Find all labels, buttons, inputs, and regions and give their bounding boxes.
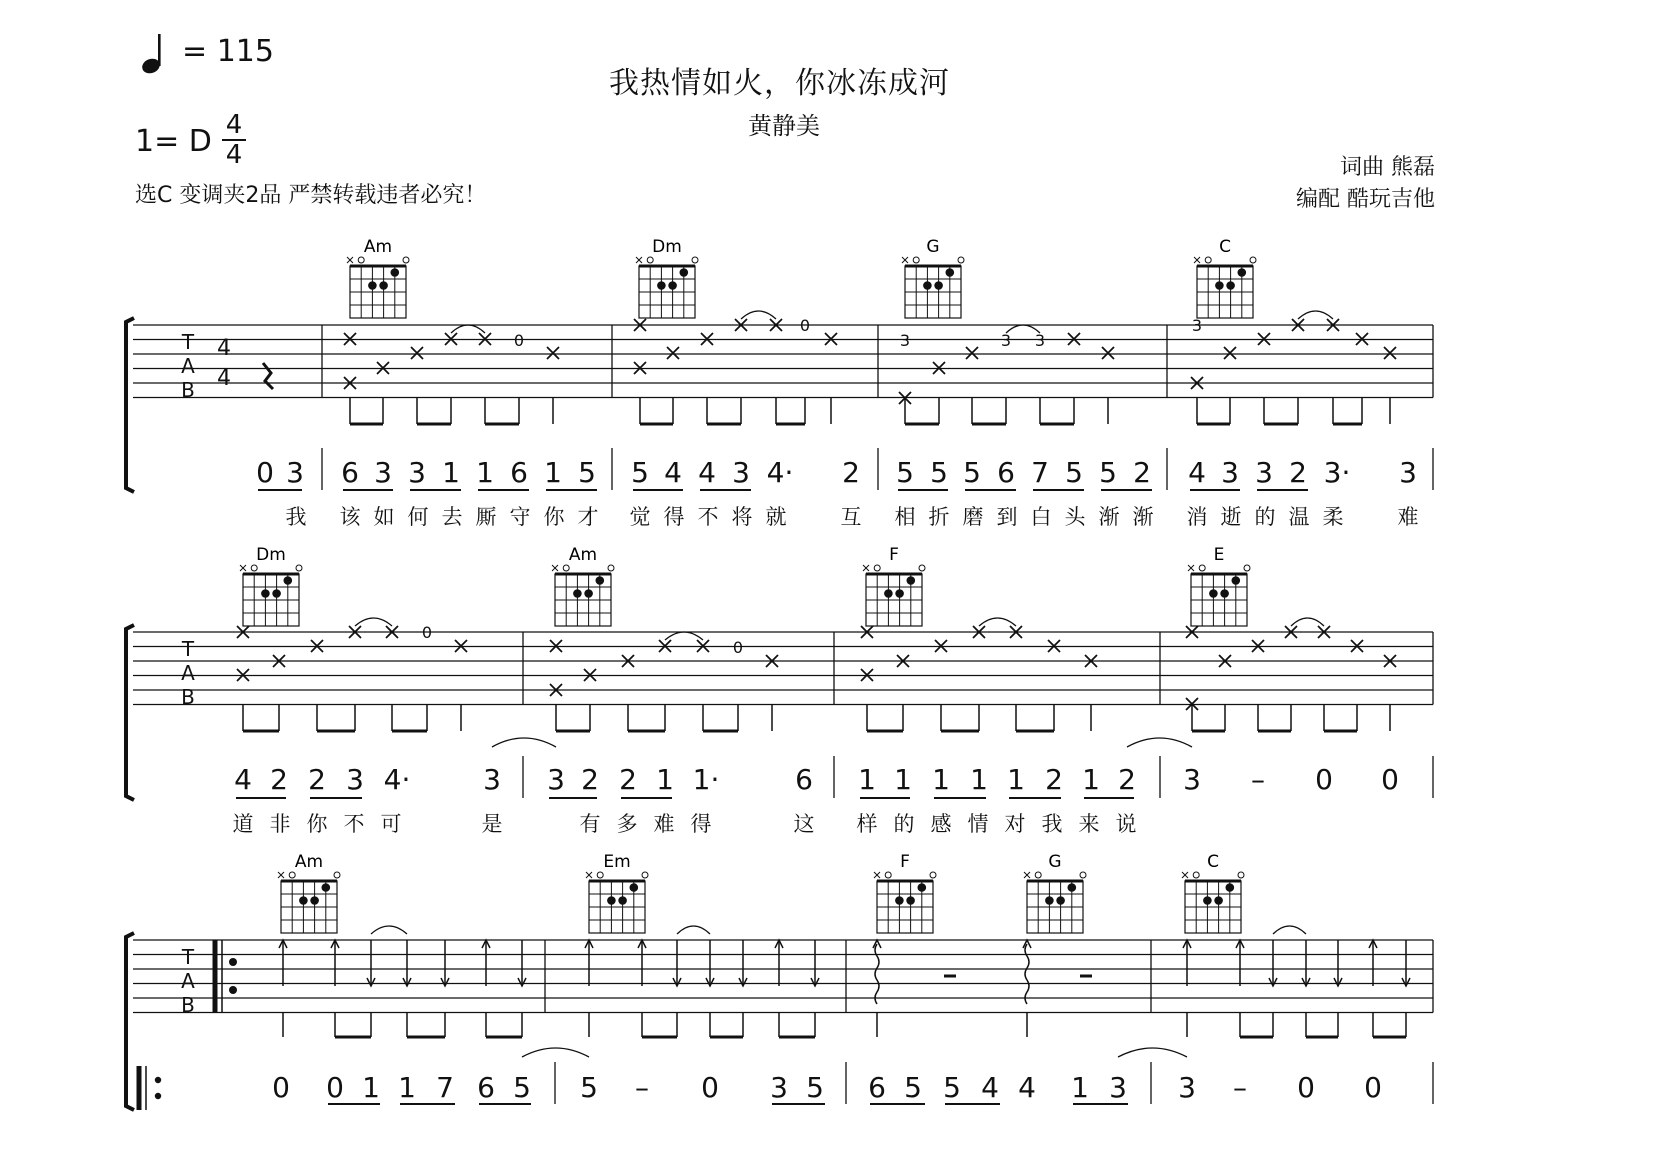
lyric-char: 头 <box>1064 505 1086 529</box>
lyric-char: 道 <box>232 812 254 836</box>
chord-diagram-dm <box>636 237 698 318</box>
lyric-char: 去 <box>441 505 463 529</box>
lyric-char: 得 <box>663 505 685 529</box>
strum-down-arrow <box>518 940 526 986</box>
jianpu-note: 5 <box>513 1071 531 1104</box>
tab-time-top: 4 <box>217 336 231 361</box>
jianpu-note: 3 <box>770 1071 788 1104</box>
jianpu-note: 1 <box>476 456 494 489</box>
lyric-char: 折 <box>928 505 950 529</box>
jianpu-note: 3 <box>346 763 364 796</box>
tab-fret: 0 <box>799 316 811 335</box>
lyric-char: 不 <box>343 812 365 836</box>
tab-fret: 3 <box>1034 331 1046 350</box>
chord-diagram-g <box>902 237 964 318</box>
jianpu-note: – <box>1251 763 1265 796</box>
lyric-char: 我 <box>1041 812 1063 836</box>
jianpu-note: 6 <box>868 1071 886 1104</box>
jianpu-note: 2 <box>581 763 599 796</box>
jianpu-note: 2 <box>1045 763 1063 796</box>
jianpu-note: 1 <box>656 763 674 796</box>
lyric-char: 该 <box>339 505 361 529</box>
jianpu-note: 5 <box>806 1071 824 1104</box>
chord-name: E <box>1213 545 1225 565</box>
tie-arc <box>1118 1048 1187 1057</box>
chord-name: Am <box>294 852 324 872</box>
tie-arc <box>355 618 392 626</box>
lyric-char: 磨 <box>962 505 984 529</box>
jianpu-note: 0 <box>1297 1071 1315 1104</box>
strum-down-arrow <box>403 940 411 986</box>
lyric-char: 渐 <box>1132 505 1154 529</box>
chord-name: Dm <box>652 237 682 257</box>
strum-down-arrow <box>739 940 747 986</box>
tab-time-bottom: 4 <box>217 366 231 391</box>
tab-clef-b: B <box>181 685 195 709</box>
strum-up-arrow <box>482 940 490 986</box>
jianpu-note: 1 <box>932 763 950 796</box>
jianpu-note: 0 <box>1364 1071 1382 1104</box>
tab-x-note <box>667 347 679 359</box>
lyric-char: 渐 <box>1098 505 1120 529</box>
jianpu-note: 3 <box>408 456 426 489</box>
tab-clef-a: A <box>181 354 195 378</box>
tab-x-note <box>966 347 978 359</box>
tab-clef-t: T <box>181 945 195 969</box>
tab-clef-b: B <box>181 993 195 1017</box>
lyric-char: 样 <box>856 812 878 836</box>
system-bracket <box>126 933 134 1110</box>
lyric-char: 到 <box>996 505 1018 529</box>
tab-fret: 0 <box>732 638 744 657</box>
jianpu-note: 5 <box>580 1071 598 1104</box>
tie-arc <box>1127 738 1192 747</box>
jianpu-note: 1· <box>692 763 720 796</box>
tab-x-note <box>411 347 423 359</box>
jianpu-note: 1 <box>442 456 460 489</box>
jianpu-note: 2 <box>1133 456 1151 489</box>
jianpu-note: 4· <box>383 763 411 796</box>
jianpu-note: 3 <box>1183 763 1201 796</box>
jianpu-note: 6 <box>510 456 528 489</box>
lyric-char: 相 <box>894 505 916 529</box>
chord-name: Am <box>568 545 598 565</box>
jianpu-note: 4 <box>1188 456 1206 489</box>
chord-name: G <box>1048 852 1062 872</box>
lyric-char: 情 <box>967 812 989 836</box>
jianpu-note: 0 <box>1381 763 1399 796</box>
lyric-char: 感 <box>930 812 952 836</box>
lyric-char: 的 <box>1254 505 1276 529</box>
lyric-char: 如 <box>373 505 395 529</box>
jianpu-note: 2 <box>308 763 326 796</box>
lyric-char: 对 <box>1004 812 1026 836</box>
rest-icon <box>263 363 273 389</box>
chord-name: F <box>889 545 899 565</box>
jianpu-note: 1 <box>398 1071 416 1104</box>
jianpu-note: 3 <box>1178 1071 1196 1104</box>
repeat-dot <box>155 1077 161 1083</box>
capo-note: 选C 变调夹2品 严禁转载违者必究！ <box>135 183 487 208</box>
tie-arc <box>451 325 485 333</box>
system-bracket <box>126 625 134 800</box>
lyric-char: 你 <box>306 812 328 836</box>
jianpu-note: 5 <box>930 456 948 489</box>
chord-name: F <box>900 852 910 872</box>
strum-up-arrow <box>1236 940 1244 986</box>
system-bracket <box>126 318 134 492</box>
tempo-value: 115 <box>216 34 274 69</box>
jianpu-note: 6 <box>341 456 359 489</box>
jianpu-note: 5 <box>631 456 649 489</box>
tie-arc <box>741 311 776 319</box>
lyric-char: 多 <box>616 812 638 836</box>
song-title: 我热情如火，你冰冻成河 <box>609 66 950 101</box>
strum-up-arrow <box>775 940 783 986</box>
tab-x-note <box>547 347 559 359</box>
chord-diagram-dm <box>240 545 302 626</box>
strum-down-arrow <box>1334 940 1342 986</box>
tie-arc <box>371 926 407 934</box>
tie-arc <box>1298 311 1333 319</box>
chord-name: C <box>1207 852 1219 872</box>
lyric-char: 守 <box>509 505 531 529</box>
lyric-char: 温 <box>1288 505 1310 529</box>
tab-fret: 3 <box>1000 331 1012 350</box>
strum-down-arrow <box>1269 940 1277 986</box>
jianpu-note: 5 <box>896 456 914 489</box>
jianpu-note: 4 <box>981 1071 999 1104</box>
tab-clef-t: T <box>181 330 195 354</box>
tie-arc <box>1291 618 1324 626</box>
jianpu-note: 3 <box>1109 1071 1127 1104</box>
time-signature-bottom: 4 <box>225 140 243 170</box>
lyric-char: 厮 <box>475 505 497 529</box>
lyric-char: 互 <box>840 505 862 529</box>
jianpu-note: 2 <box>619 763 637 796</box>
lyric-char: 何 <box>407 505 429 529</box>
strum-down-arrow <box>1402 940 1410 986</box>
jianpu-note: 6 <box>997 456 1015 489</box>
jianpu-note: 1 <box>858 763 876 796</box>
jianpu-note: 4 <box>664 456 682 489</box>
jianpu-note: 5 <box>943 1071 961 1104</box>
tab-fret: 3 <box>1191 316 1203 335</box>
jianpu-note: 7 <box>1031 456 1049 489</box>
tab-clef-t: T <box>181 637 195 661</box>
jianpu-note: – <box>1233 1071 1247 1104</box>
chord-diagram-am <box>552 545 614 626</box>
chord-name: G <box>926 237 940 257</box>
tab-clef-b: B <box>181 378 195 402</box>
jianpu-note: 2 <box>270 763 288 796</box>
jianpu-note: 5 <box>904 1071 922 1104</box>
jianpu-note: 0 <box>326 1071 344 1104</box>
tab-x-note <box>1224 347 1236 359</box>
jianpu-note: 6 <box>477 1071 495 1104</box>
arranger-credit: 编配 酷玩吉他 <box>1296 187 1435 212</box>
jianpu-note: 1 <box>970 763 988 796</box>
tie-arc <box>979 618 1016 626</box>
jianpu-note: 1 <box>362 1071 380 1104</box>
lyric-char: 逝 <box>1220 505 1242 529</box>
jianpu-note: 4 <box>698 456 716 489</box>
chord-diagram-c <box>1194 237 1256 318</box>
jianpu-note: 3 <box>732 456 750 489</box>
chord-diagram-f <box>874 852 936 933</box>
strum-down-arrow <box>811 940 819 986</box>
singer-name: 黄静美 <box>748 112 820 140</box>
lyric-char: 不 <box>697 505 719 529</box>
lyric-char: 非 <box>269 812 291 836</box>
lyric-char: 白 <box>1030 505 1052 529</box>
arpeggio-strum <box>875 944 879 1004</box>
jianpu-note: 1 <box>1007 763 1025 796</box>
strum-up-arrow <box>638 940 646 986</box>
strum-down-arrow <box>367 940 375 986</box>
chord-diagram-c <box>1182 852 1244 933</box>
strum-up-arrow <box>279 940 287 986</box>
tab-staff-3 <box>133 940 1433 1013</box>
chord-name: C <box>1219 237 1231 257</box>
jianpu-note: 7 <box>436 1071 454 1104</box>
jianpu-note: 1 <box>894 763 912 796</box>
jianpu-note: 3 <box>547 763 565 796</box>
lyric-char: 这 <box>793 812 815 836</box>
jianpu-note: 4 <box>1018 1071 1036 1104</box>
jianpu-note: 1 <box>544 456 562 489</box>
jianpu-note: 5 <box>963 456 981 489</box>
strum-up-arrow <box>331 940 339 986</box>
tab-clef-a: A <box>181 661 195 685</box>
strum-up-arrow <box>1183 940 1191 986</box>
jianpu-note: 3 <box>1221 456 1239 489</box>
strum-down-arrow <box>441 940 449 986</box>
strum-down-arrow <box>673 940 681 986</box>
lyric-char: 难 <box>653 812 675 836</box>
repeat-dot <box>229 958 237 966</box>
jianpu-note: 0 <box>272 1071 290 1104</box>
jianpu-note: 1 <box>1082 763 1100 796</box>
tab-x-note <box>1102 347 1114 359</box>
strum-down-arrow <box>706 940 714 986</box>
tie-arc <box>522 1048 589 1057</box>
jianpu-note: 3 <box>483 763 501 796</box>
strum-up-arrow <box>585 940 593 986</box>
chord-diagram-g <box>1024 852 1086 933</box>
lyric-char: 的 <box>893 812 915 836</box>
jianpu-note: 5 <box>1099 456 1117 489</box>
tab-clef-a: A <box>181 969 195 993</box>
chord-name: Em <box>603 852 631 872</box>
lyric-char: 柔 <box>1322 505 1344 529</box>
lyric-char: 来 <box>1078 812 1100 836</box>
lyric-char: 有 <box>579 812 601 836</box>
jianpu-note: 4 <box>234 763 252 796</box>
tie-arc <box>677 926 710 934</box>
chord-diagram-em <box>586 852 648 933</box>
jianpu-note: 3 <box>1399 456 1417 489</box>
jianpu-note: 3· <box>1323 456 1351 489</box>
tab-fret: 3 <box>899 331 911 350</box>
lyric-char: 就 <box>765 505 787 529</box>
repeat-dot <box>155 1093 161 1099</box>
lyric-char: 得 <box>690 812 712 836</box>
arpeggio-strum <box>1025 944 1029 1004</box>
jianpu-note: 3 <box>374 456 392 489</box>
tab-staff-1 <box>133 325 1433 398</box>
lyric-char: 觉 <box>629 505 651 529</box>
jianpu-note: 0 <box>1315 763 1333 796</box>
jianpu-note: 0 <box>256 456 274 489</box>
key-signature: 1= D <box>135 124 212 159</box>
lyricist-credit: 词曲 熊磊 <box>1340 155 1435 180</box>
chord-name: Am <box>363 237 393 257</box>
tab-fret: 0 <box>421 623 433 642</box>
jianpu-note: 2 <box>842 456 860 489</box>
strum-up-arrow <box>1369 940 1377 986</box>
tab-x-note <box>1384 347 1396 359</box>
jianpu-note: 5 <box>1065 456 1083 489</box>
lyric-char: 我 <box>285 505 307 529</box>
lyric-char: 你 <box>543 505 565 529</box>
time-signature-top: 4 <box>225 110 243 140</box>
jianpu-note: 6 <box>795 763 813 796</box>
lyric-char: 才 <box>577 505 599 529</box>
lyric-char: 将 <box>731 505 753 529</box>
repeat-dot <box>229 986 237 994</box>
jianpu-note: 2 <box>1118 763 1136 796</box>
jianpu-note: 2 <box>1289 456 1307 489</box>
tie-arc <box>492 738 556 747</box>
tab-fret: 0 <box>513 331 525 350</box>
jianpu-note: 3 <box>1255 456 1273 489</box>
jianpu-note: – <box>635 1071 649 1104</box>
tie-arc <box>1273 926 1306 934</box>
chord-name: Dm <box>256 545 286 565</box>
tab-staff-2 <box>133 632 1433 705</box>
tie-arc <box>665 632 703 640</box>
jianpu-note: 4· <box>766 456 794 489</box>
lyric-char: 是 <box>481 812 503 836</box>
chord-diagram-f <box>863 545 925 626</box>
chord-diagram-e <box>1188 545 1250 626</box>
chord-diagram-am <box>347 237 409 318</box>
jianpu-note: 5 <box>578 456 596 489</box>
strum-down-arrow <box>1302 940 1310 986</box>
jianpu-note: 0 <box>701 1071 719 1104</box>
lyric-char: 难 <box>1397 505 1419 529</box>
jianpu-note: 3 <box>286 456 304 489</box>
jianpu-note: 1 <box>1071 1071 1089 1104</box>
lyric-char: 说 <box>1115 812 1137 836</box>
tempo: = 115 <box>182 34 274 69</box>
lyric-char: 消 <box>1186 505 1208 529</box>
lyric-char: 可 <box>380 812 402 836</box>
chord-diagram-am <box>278 852 340 933</box>
